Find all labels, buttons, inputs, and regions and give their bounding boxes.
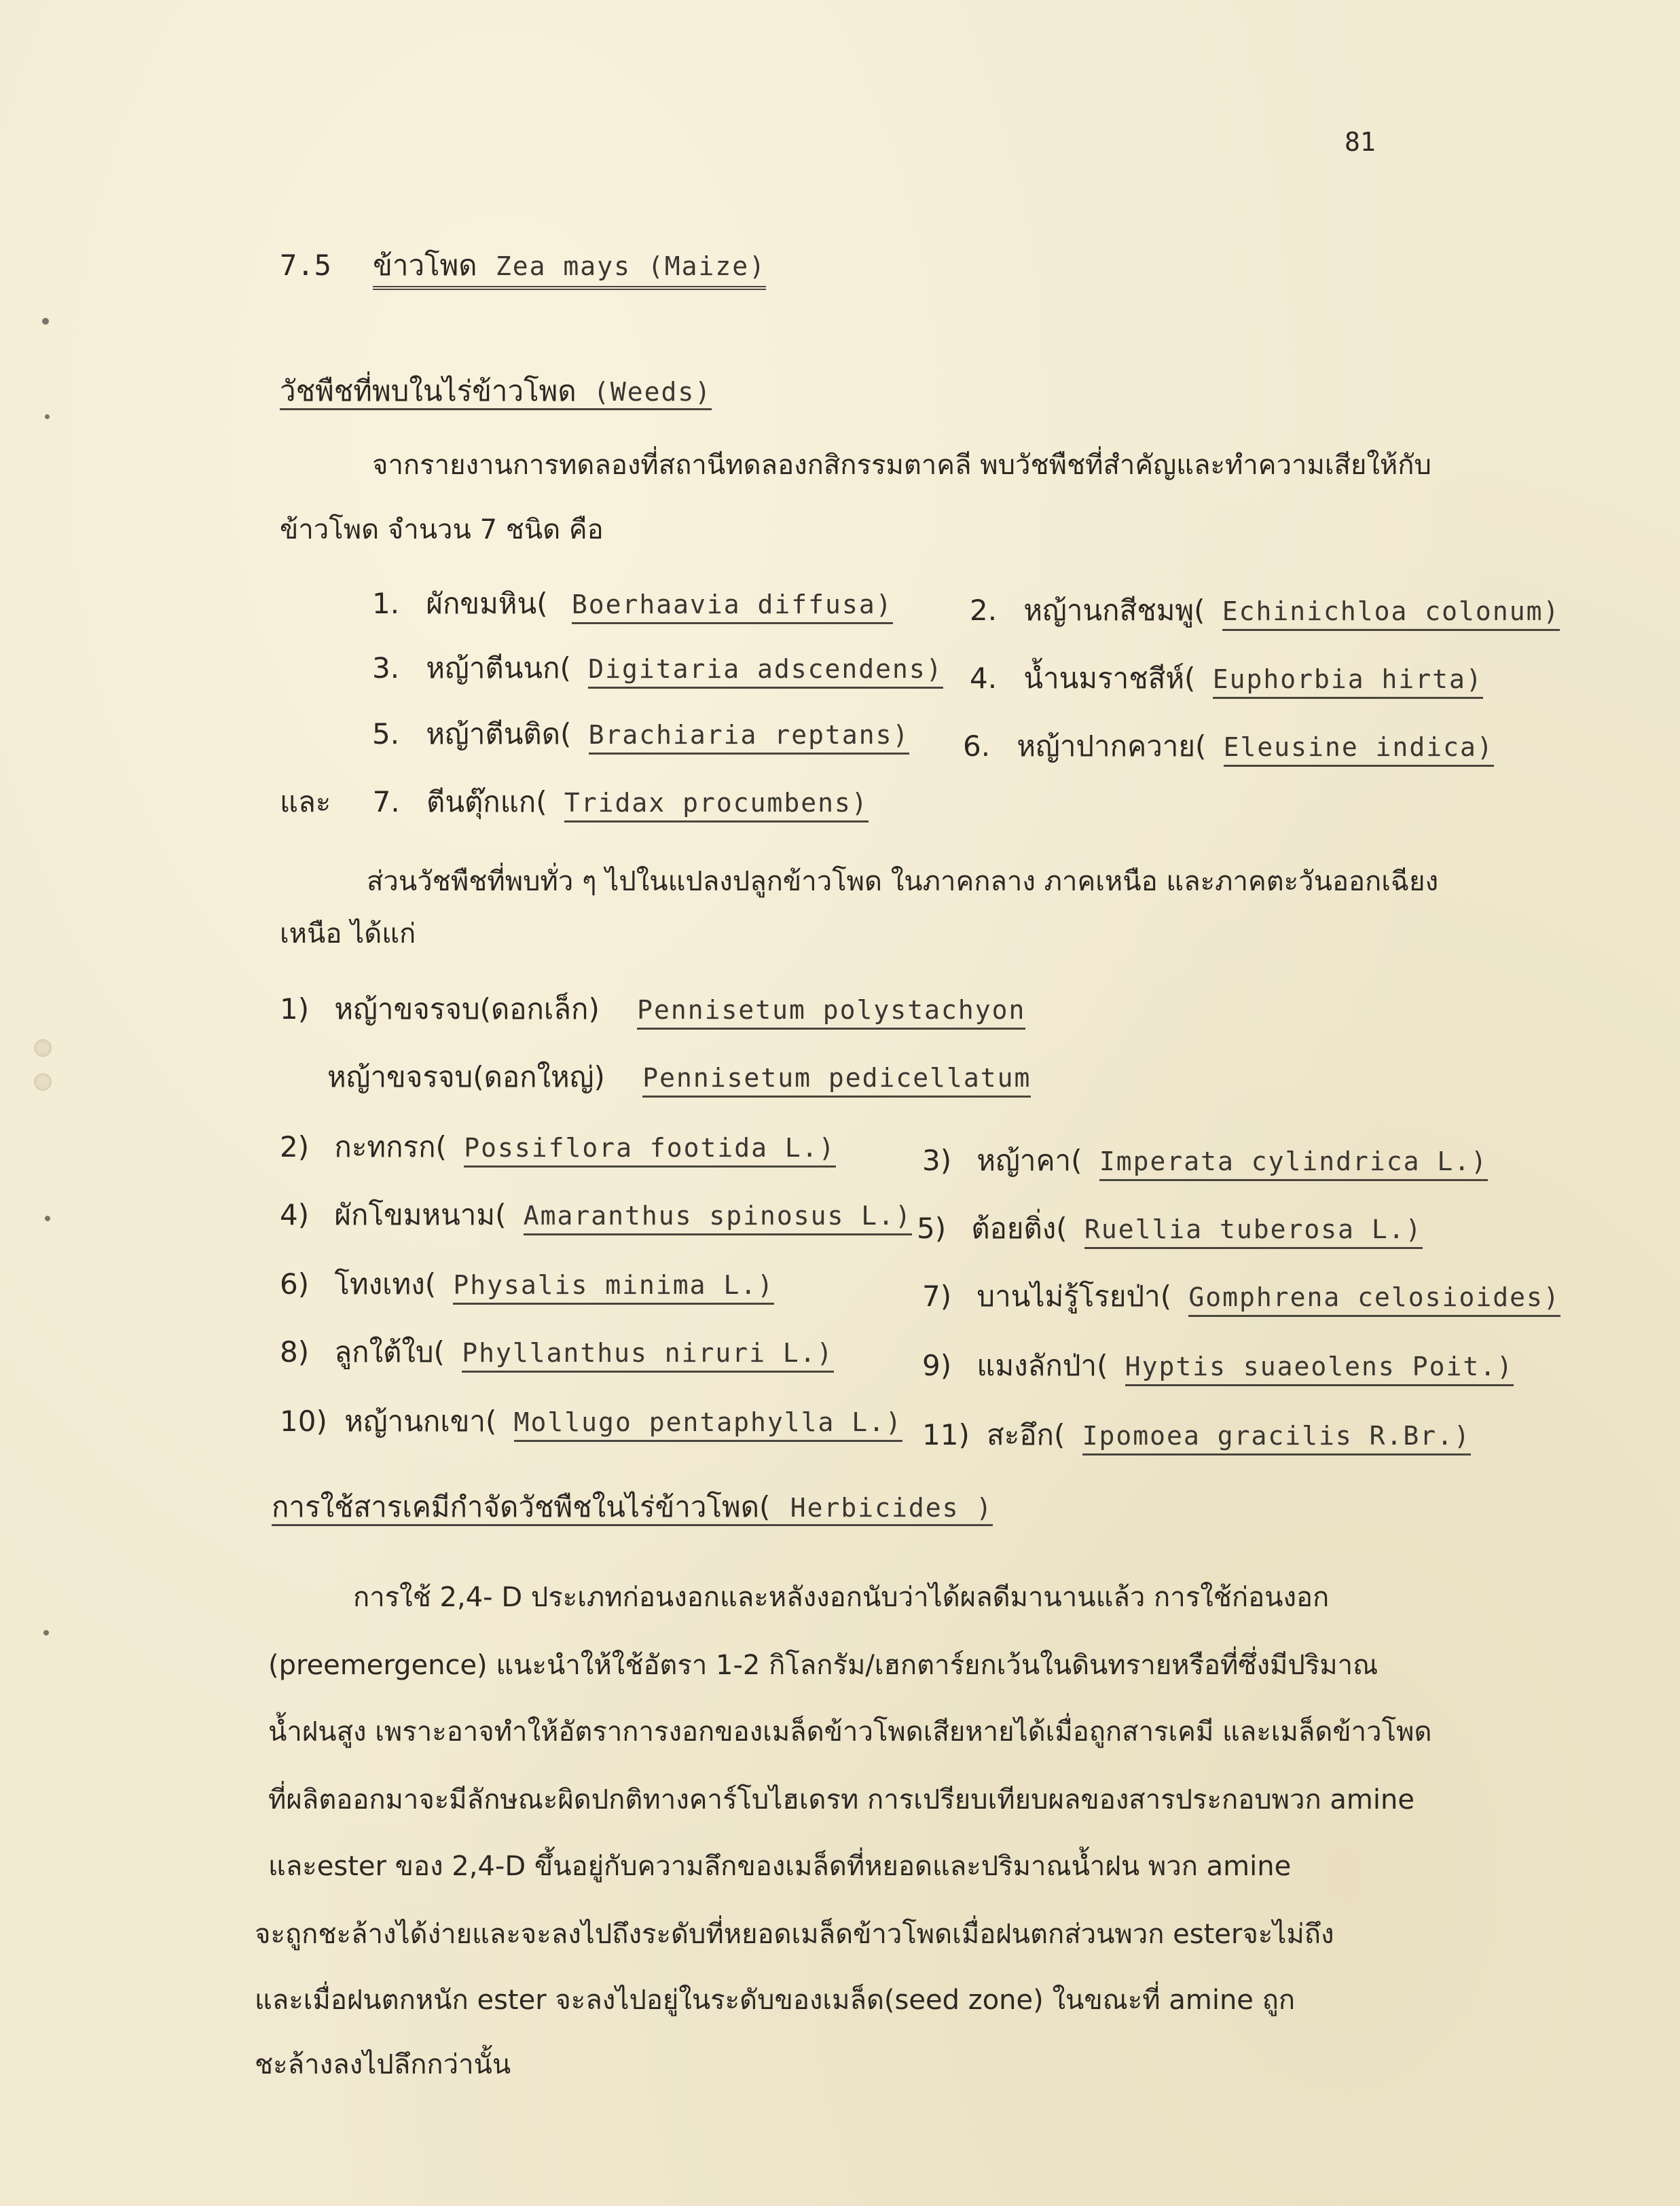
- paper-speck: [45, 1216, 50, 1221]
- herbicides-line: และเมื่อฝนตกหนัก ester จะลงไปอยู่ในระดับของเมล็ด(seed zone) ในขณะที่ amine ถูก: [255, 1985, 1296, 2016]
- weed-item: 1. ผักขมหิน( Boerhaavia diffusa): [372, 590, 893, 618]
- page-number: 81: [1345, 127, 1376, 157]
- general-weed-item: 1) หญ้าขจรจบ(ดอกเล็ก) Pennisetum polystachyon: [280, 995, 1025, 1024]
- weed-item: และ 7. ตีนตุ๊กแก( Tridax procumbens): [280, 788, 869, 816]
- section-number: 7.5: [280, 249, 331, 282]
- weed-item: 6. หญ้าปากควาย( Eleusine indica): [963, 732, 1494, 761]
- weeds-intro-line-2: ข้าวโพด จำนวน 7 ชนิด คือ: [280, 514, 604, 545]
- paper-speck: [43, 1630, 49, 1635]
- herbicides-line: จะถูกชะล้างได้ง่ายและจะลงไปถึงระดับที่หยอดเมล็ดข้าวโพดเมื่อฝนตกส่วนพวก esterจะไม่ถึง: [255, 1919, 1334, 1950]
- weeds-heading: วัชพืชที่พบในไร่ข้าวโพด (Weeds): [280, 377, 712, 410]
- weed-item: 2. หญ้านกสีชมพู( Echinichloa colonum): [970, 596, 1560, 625]
- herbicides-line: การใช้ 2,4- D ประเภทก่อนงอกและหลังงอกนับว่าได้ผลดีมานานแล้ว การใช้ก่อนงอก: [353, 1582, 1330, 1613]
- general-weed-item: 3) หญ้าคา( Imperata cylindrica L.): [922, 1146, 1488, 1175]
- general-weed-item: 7) บานไม่รู้โรยป่า( Gomphrena celosioides): [922, 1282, 1560, 1311]
- general-weeds-line-1: ส่วนวัชพืชที่พบทั่ว ๆ ไปในแปลงปลูกข้าวโพด ในภาคกลาง ภาคเหนือ และภาคตะวันออกเฉียง: [367, 866, 1439, 897]
- punch-hole: [34, 1073, 52, 1091]
- general-weed-item: 10) หญ้านกเขา( Mollugo pentaphylla L.): [280, 1407, 902, 1436]
- section-title-thai: ข้าวโพด Zea mays (Maize): [373, 249, 766, 290]
- herbicides-line: ชะล้างลงไปลึกกว่านั้น: [255, 2049, 511, 2080]
- weed-item: 3. หญ้าตีนนก( Digitaria adscendens): [372, 654, 943, 683]
- general-weed-item: 9) แมงลักป่า( Hyptis suaeolens Poit.): [922, 1352, 1514, 1380]
- general-weed-item: 8) ลูกใต้ใบ( Phyllanthus niruri L.): [280, 1338, 834, 1367]
- general-weed-item: หญ้าขจรจบ(ดอกใหญ่) Pennisetum pedicellatum: [327, 1063, 1031, 1091]
- general-weed-item: 4) ผักโขมหนาม( Amaranthus spinosus L.): [280, 1201, 912, 1229]
- section-title: [280, 251, 766, 280]
- herbicides-line: น้ำฝนสูง เพราะอาจทำให้อัตราการงอกของเมล็ดข้าวโพดเสียหายได้เมื่อถูกสารเคมี และเมล็ดข้าวโพด: [268, 1716, 1432, 1748]
- paper-speck: [42, 318, 49, 325]
- herbicides-heading: การใช้สารเคมีกำจัดวัชพืชในไร่ข้าวโพด( Herbicides ): [272, 1493, 993, 1526]
- section-title-latin: Zea mays (Maize): [495, 251, 766, 281]
- weed-item: 5. หญ้าตีนติด( Brachiaria reptans): [372, 720, 909, 748]
- herbicides-line: ที่ผลิตออกมาจะมีลักษณะผิดปกติทางคาร์โบไฮเดรท การเปรียบเทียบผลของสารประกอบพวก amine: [268, 1784, 1414, 1815]
- general-weed-item: 11) สะอึก( Ipomoea gracilis R.Br.): [922, 1421, 1471, 1449]
- general-weeds-line-2: เหนือ ได้แก่: [280, 918, 416, 950]
- general-weed-item: 6) โทงเทง( Physalis minima L.): [280, 1270, 774, 1299]
- general-weed-item: 2) กะทกรก( Possiflora footida L.): [280, 1133, 836, 1161]
- herbicides-line: (preemergence) แนะนำให้ใช้อัตรา 1-2 กิโลกรัม/เฮกตาร์ยกเว้นในดินทรายหรือที่ซึ่งมีปริมาณ: [268, 1650, 1378, 1681]
- weed-item: 4. น้ำนมราชสีห์( Euphorbia hirta): [970, 664, 1483, 693]
- punch-hole: [34, 1039, 52, 1057]
- herbicides-line: และester ของ 2,4-D ขึ้นอยู่กับความลึกของเมล็ดที่หยอดและปริมาณน้ำฝน พวก amine: [268, 1851, 1292, 1882]
- weeds-intro-line-1: จากรายงานการทดลองที่สถานีทดลองกสิกรรมตาคลี พบวัชพืชที่สำคัญและทำความเสียให้กับ: [372, 450, 1431, 481]
- paper-speck: [45, 414, 50, 419]
- general-weed-item: 5) ต้อยติ่ง( Ruellia tuberosa L.): [917, 1214, 1423, 1243]
